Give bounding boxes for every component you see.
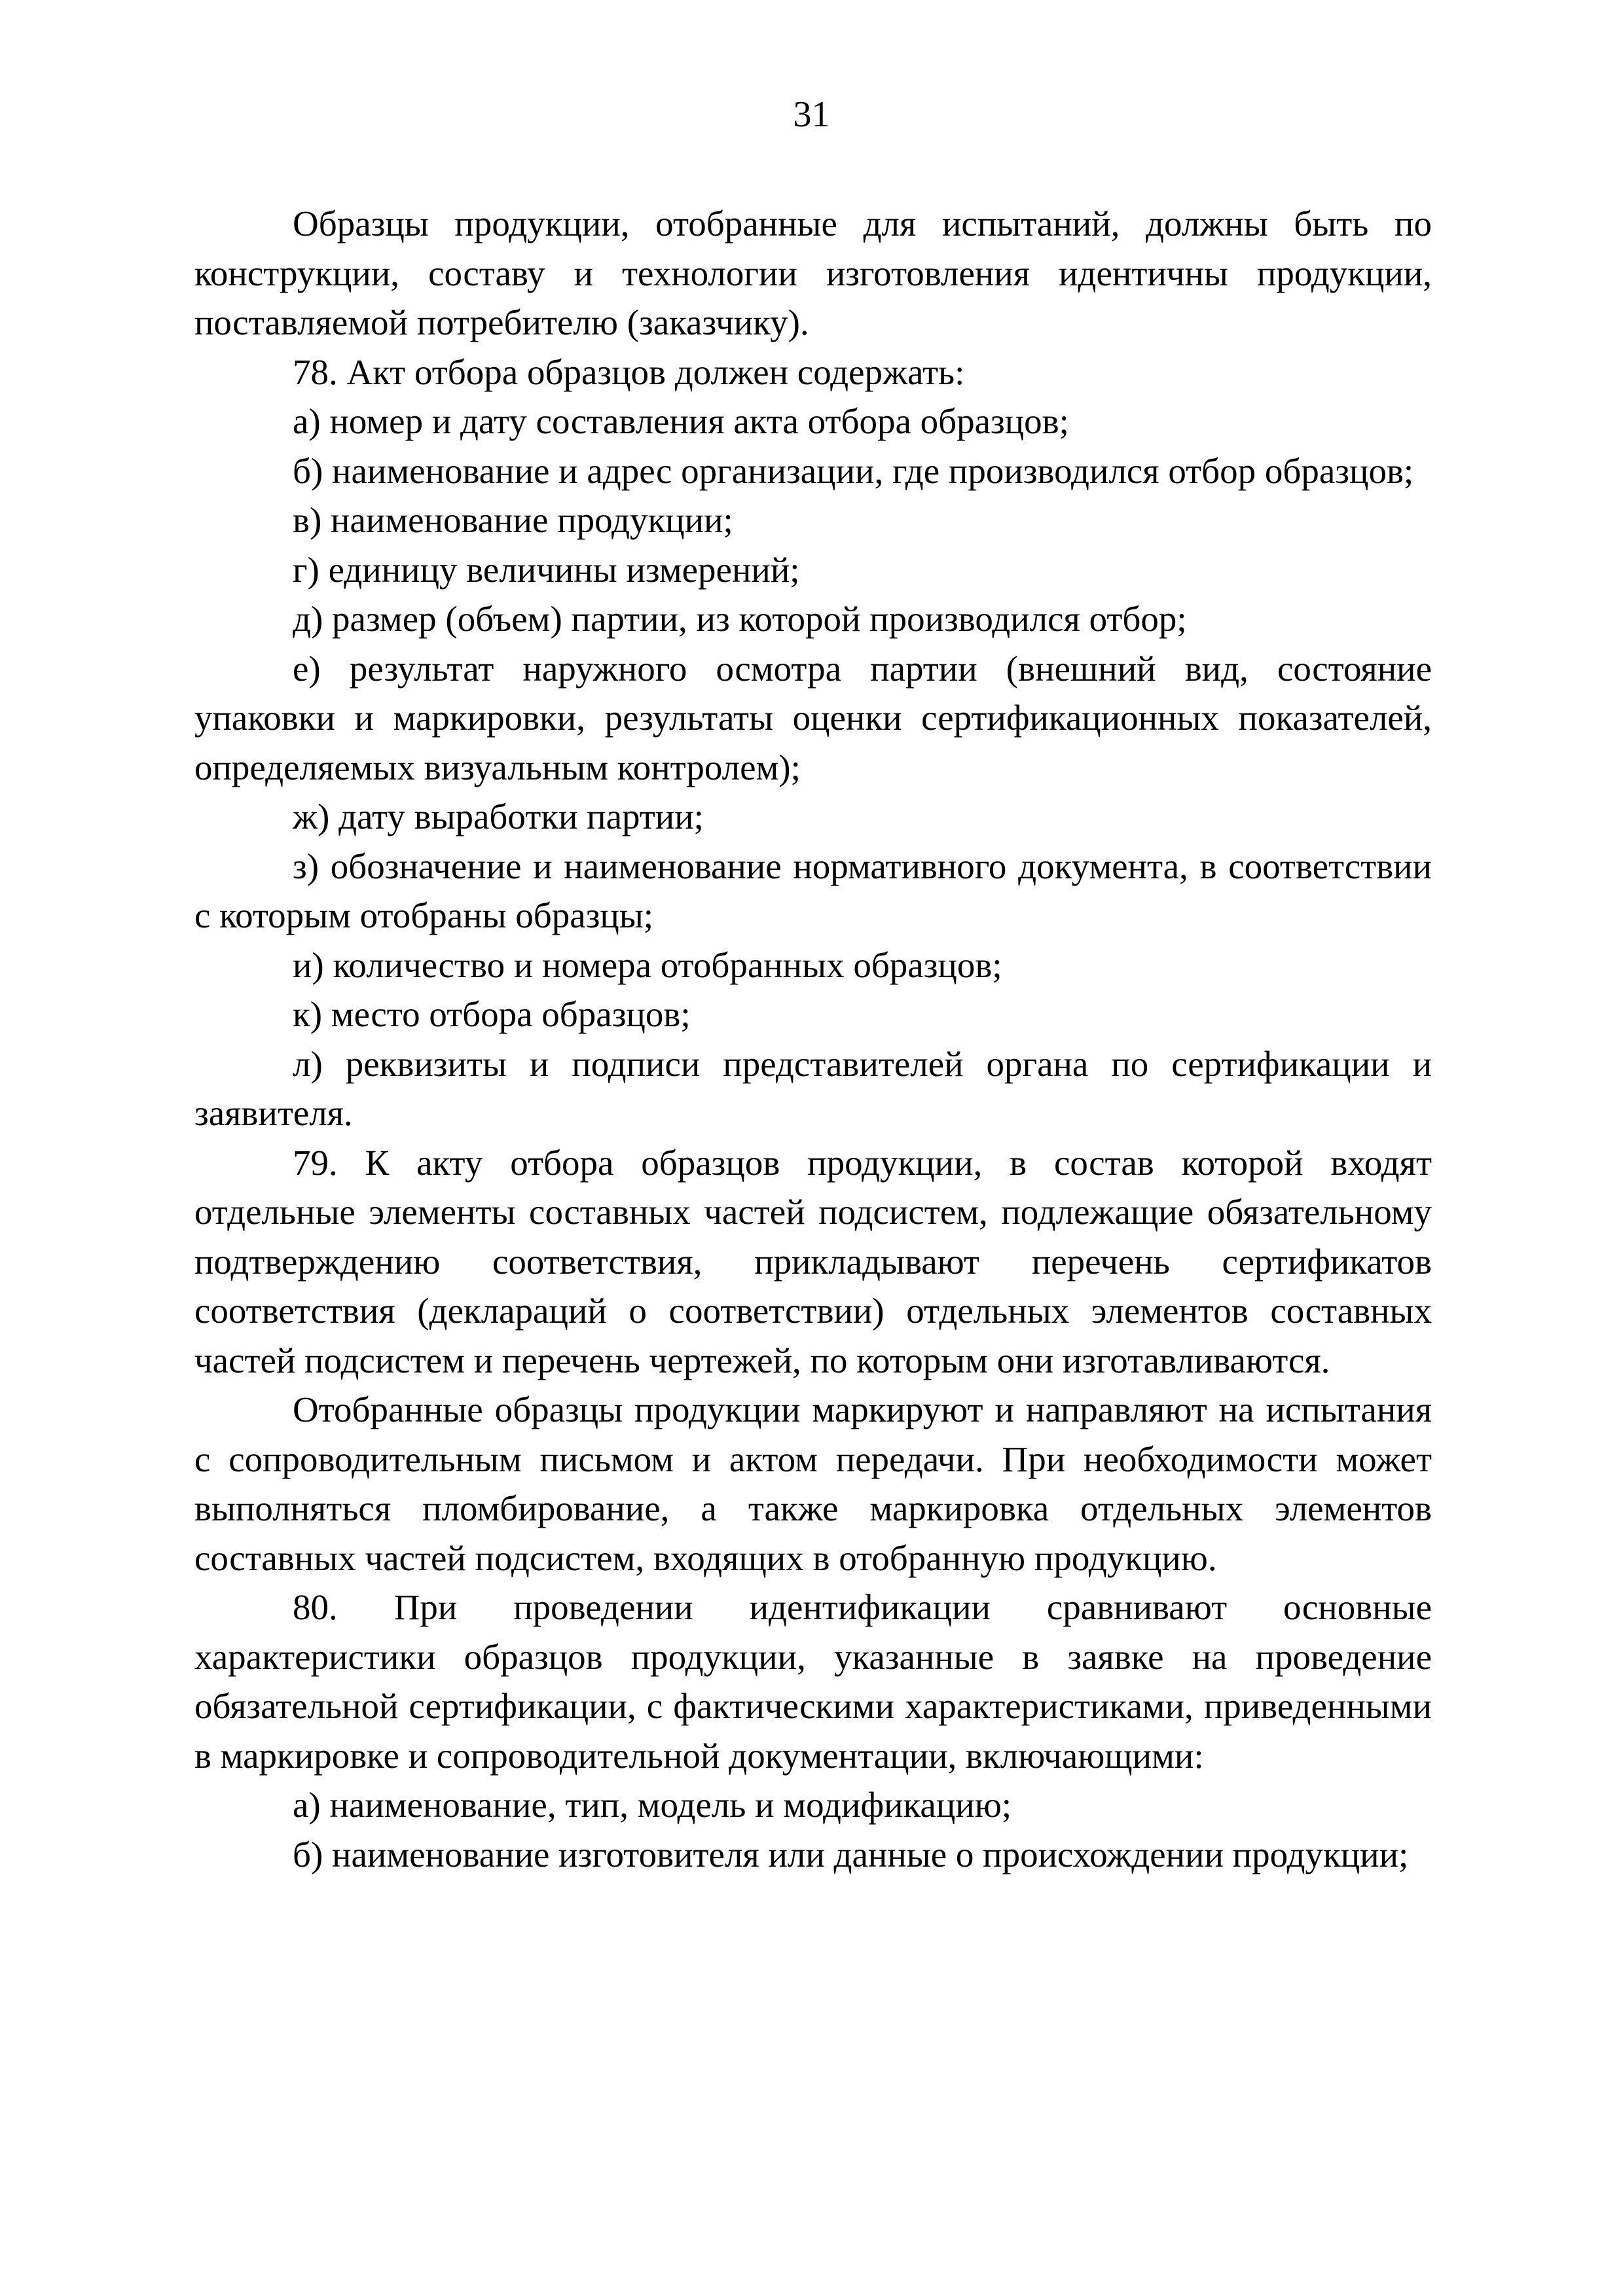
paragraph-79: 79. К акту отбора образцов продукции, в состав которой входят отдельные элементы составных частей подсистем, подлежащие обязательному подтверждению соответствия, прикладывают перечень сертификатов соответствия (деклараций о соответствии) отдельных элементов составных частей подсистем и перечень чертежей, по которым они изготавливаются. xyxy=(194,1142,1432,1380)
list-item-78-z: з) обозначение и наименование нормативного документа, в соответствии с которым отобраны образцы; xyxy=(194,846,1432,935)
list-item-78-a: а) номер и дату составления акта отбора образцов; xyxy=(293,401,1069,441)
list-item-80-b: б) наименование изготовителя или данные о происхождении продукции; xyxy=(293,1834,1409,1874)
paragraph-samples-identity: Образцы продукции, отобранные для испытаний, должны быть по конструкции, составу и технологии изготовления идентичны продукции, поставляемой потребителю (заказчику). xyxy=(194,204,1432,342)
list-item-78-zh: ж) дату выработки партии; xyxy=(293,797,704,836)
list-item-78-v: в) наименование продукции; xyxy=(293,500,733,540)
list-item-78-l: л) реквизиты и подписи представителей органа по сертификации и заявителя. xyxy=(194,1043,1432,1133)
list-item-78-b: б) наименование и адрес организации, где производился отбор образцов; xyxy=(293,450,1414,491)
paragraph-80: 80. При проведении идентификации сравнивают основные характеристики образцов продукции, указанные в заявке на проведение обязательной сертификации, с фактическими характеристиками, приведенными в маркировке и сопроводительной документации, включающими: xyxy=(194,1587,1432,1776)
list-item-78-e: е) результат наружного осмотра партии (внешний вид, состояние упаковки и маркировки, результаты оценки сертификационных показателей, определяемых визуальным контролем); xyxy=(194,648,1432,787)
paragraph-78-heading: 78. Акт отбора образцов должен содержать: xyxy=(293,351,965,392)
page-number: 31 xyxy=(793,94,830,135)
list-item-78-d: д) размер (объем) партии, из которой производился отбор; xyxy=(293,599,1187,639)
list-item-78-i: и) количество и номера отобранных образцов; xyxy=(293,944,1002,985)
document-body xyxy=(194,199,1432,1879)
list-item-78-k: к) место отбора образцов; xyxy=(293,994,691,1034)
list-item-78-g: г) единицу величины измерений; xyxy=(293,549,800,590)
list-item-80-a: а) наименование, тип, модель и модификацию; xyxy=(293,1785,1012,1825)
paragraph-samples-marking: Отобранные образцы продукции маркируют и направляют на испытания с сопроводительным письмом и актом передачи. При необходимости может выполняться пломбирование, а также маркировка отдельных элементов составных частей подсистем, входящих в отобранную продукцию. xyxy=(194,1390,1432,1578)
